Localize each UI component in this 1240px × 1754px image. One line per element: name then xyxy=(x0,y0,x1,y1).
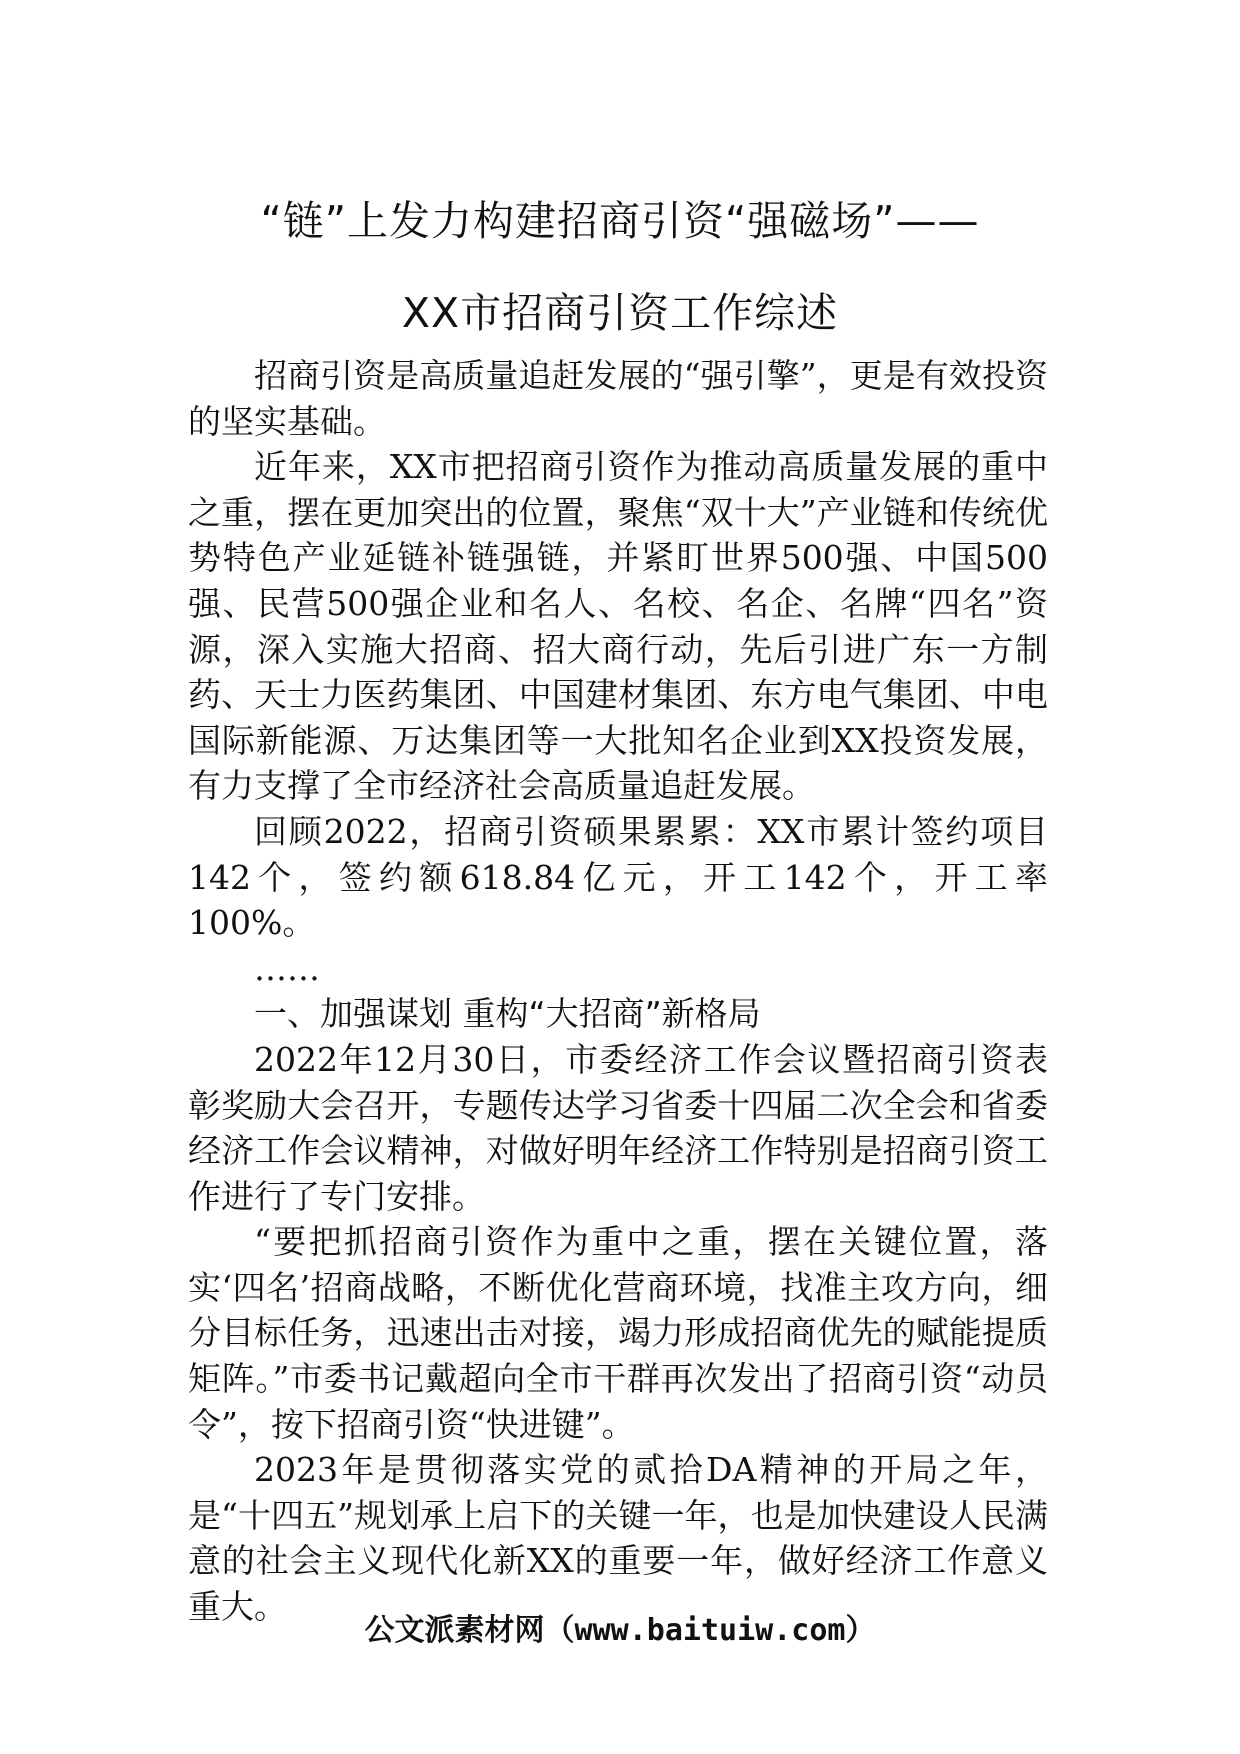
paragraph-meeting: 2022年12月30日，市委经济工作会议暨招商引资表彰奖励大会召开，专题传达学习省委十四届二次全会和省委经济工作会议精神，对做好明年经济工作特别是招商引资工作进行了专门安排。 xyxy=(188,1039,1048,1216)
paragraph-2023: 2023年是贯彻落实党的贰拾DA精神的开局之年，是“十四五”规划承上启下的关键一年，也是加快建设人民满意的社会主义现代化新XX的重要一年，做好经济工作意义重大。 xyxy=(188,1450,1048,1627)
document-title-line-1: “链”上发力构建招商引资“强磁场”—— xyxy=(260,197,980,245)
section-heading-1: 一、加强谋划 重构“大招商”新格局 xyxy=(254,994,761,1034)
paragraph-intro: 招商引资是高质量追赶发展的“强引擎”，更是有效投资的坚实基础。 xyxy=(188,356,1048,441)
document-body xyxy=(188,353,1048,1630)
paragraph-review-2022: 回顾2022，招商引资硕果累累：XX市累计签约项目142个，签约额618.84亿元，开工142个，开工率100%。 xyxy=(188,811,1048,943)
paragraph-ellipsis: …… xyxy=(254,948,320,988)
paragraph-quote: “要把抓招商引资作为重中之重，摆在关键位置，落实‘四名’招商战略，不断优化营商环境，找准主攻方向，细分目标任务，迅速出击对接，竭力形成招商优先的赋能提质矩阵。”市委书记戴超向全市干群再次发出了招商引资“动员令”，按下招商引资“快进键”。 xyxy=(188,1222,1048,1444)
document-title-line-2: XX市招商引资工作综述 xyxy=(401,289,839,337)
paragraph-recent-years: 近年来，XX市把招商引资作为推动高质量发展的重中之重，摆在更加突出的位置，聚焦“双十大”产业链和传统优势特色产业延链补链强链，并紧盯世界500强、中国500强、民营500强企业和名人、名校、名企、名牌“四名”资源，深入实施大招商、招大商行动，先后引进广东一方制药、天士力医药集团、中国建材集团、东方电气集团、中电国际新能源、万达集团等一大批知名企业到XX投资发展，有力支撑了全市经济社会高质量追赶发展。 xyxy=(188,447,1048,806)
footer-watermark: 公文派素材网（www.baituiw.com） xyxy=(364,1613,876,1648)
